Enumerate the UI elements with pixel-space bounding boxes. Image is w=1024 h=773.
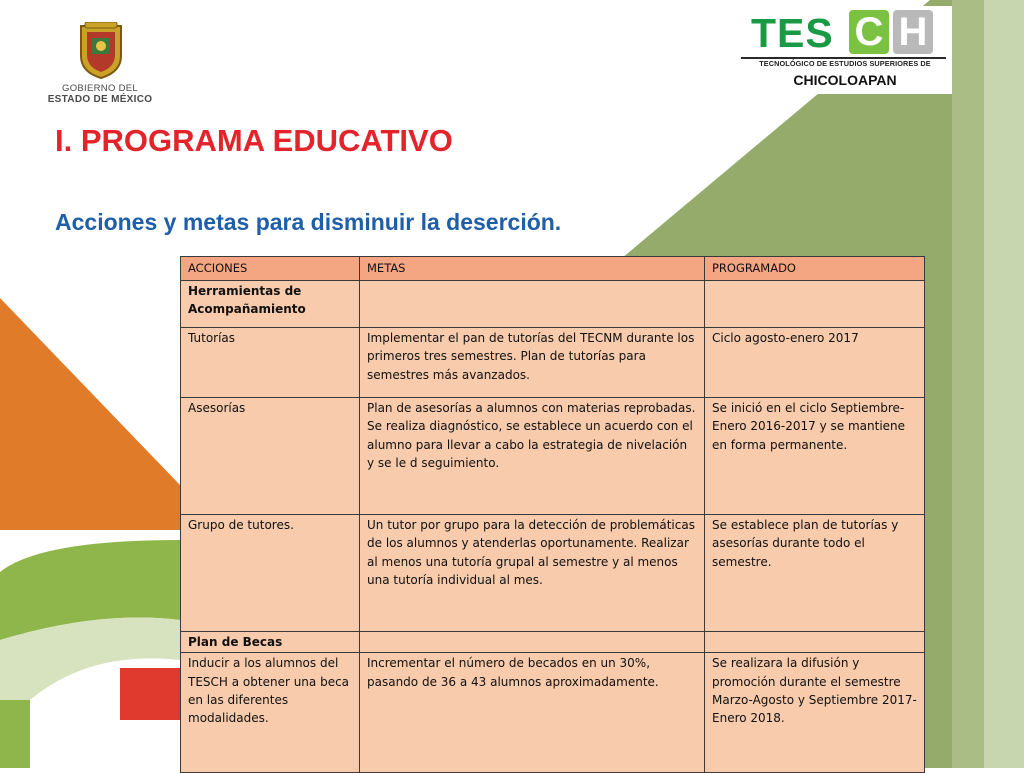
tesch-logo-campus: CHICOLOAPAN [793, 72, 897, 88]
table-cell-acciones: Herramientas de Acompañamiento [181, 281, 360, 328]
red-accent-block-shape [120, 668, 180, 720]
tesch-logo [738, 6, 952, 94]
green-g-stem-shape [0, 700, 30, 768]
slide-subtitle: Acciones y metas para disminuir la deserción. [55, 209, 562, 235]
table-row [181, 515, 925, 632]
table-cell-metas: Implementar el pan de tutorías del TECNM durante los primeros tres semestres. Plan de tutorías para semestres más avanzados. [360, 328, 705, 398]
table-row [181, 632, 925, 653]
header-programado: PROGRAMADO [705, 257, 925, 281]
table-cell-acciones: Tutorías [181, 328, 360, 398]
table-cell-programado [705, 281, 925, 328]
table-cell-programado: Se establece plan de tutorías y asesorías durante todo el semestre. [705, 515, 925, 632]
table-cell-programado [705, 632, 925, 653]
orange-triangle-shape [0, 298, 180, 530]
table-cell-acciones: Inducir a los alumnos del TESCH a obtener una beca en las diferentes modalidades. [181, 653, 360, 773]
table-row [181, 653, 925, 773]
table-cell-metas [360, 632, 705, 653]
gobierno-estado-mexico-logo [40, 22, 160, 108]
actions-goals-table [180, 256, 925, 773]
table-cell-programado: Se inició en el ciclo Septiembre-Enero 2016-2017 y se mantiene en forma permanente. [705, 398, 925, 515]
table-cell-acciones: Grupo de tutores. [181, 515, 360, 632]
header-acciones: ACCIONES [181, 257, 360, 281]
table-cell-metas: Un tutor por grupo para la detección de problemáticas de los alumnos y atenderlas oportunamente. Realizar al menos una tutoría grupal al semestre y al menos una tutoría individual al mes. [360, 515, 705, 632]
gov-logo-line1: GOBIERNO DEL [62, 83, 138, 94]
tesch-logo-institution: TECNOLÓGICO DE ESTUDIOS SUPERIORES DE [759, 59, 931, 68]
table-cell-programado: Ciclo agosto-enero 2017 [705, 328, 925, 398]
right-stripe-light [984, 0, 1024, 768]
tesch-logo-tes: TES [751, 10, 834, 56]
tesch-logo-c-block: C [849, 10, 889, 54]
tesch-logo-h-block: H [893, 10, 933, 54]
table-cell-metas [360, 281, 705, 328]
header-metas: METAS [360, 257, 705, 281]
gov-logo-line2: ESTADO DE MÉXICO [47, 94, 153, 105]
slide-title: I. PROGRAMA EDUCATIVO [55, 123, 453, 158]
table-row [181, 398, 925, 515]
table-cell-programado: Se realizara la difusión y promoción durante el semestre Marzo-Agosto y Septiembre 2017- Enero 2018. [705, 653, 925, 773]
table-cell-acciones: Asesorías [181, 398, 360, 515]
table-cell-metas: Incrementar el número de becados en un 30%, pasando de 36 a 43 alumnos aproximadamente. [360, 653, 705, 773]
coat-of-arms-icon [75, 22, 127, 80]
table-cell-metas: Plan de asesorías a alumnos con materias reprobadas. Se realiza diagnóstico, se establece un acuerdo con el alumno para llevar a cabo la estrategia de nivelación y se le d seguimiento. [360, 398, 705, 515]
right-stripe-mid [952, 0, 984, 768]
table-row [181, 281, 925, 328]
table-header-row [181, 257, 925, 281]
table-cell-acciones: Plan de Becas [181, 632, 360, 653]
table-row [181, 328, 925, 398]
